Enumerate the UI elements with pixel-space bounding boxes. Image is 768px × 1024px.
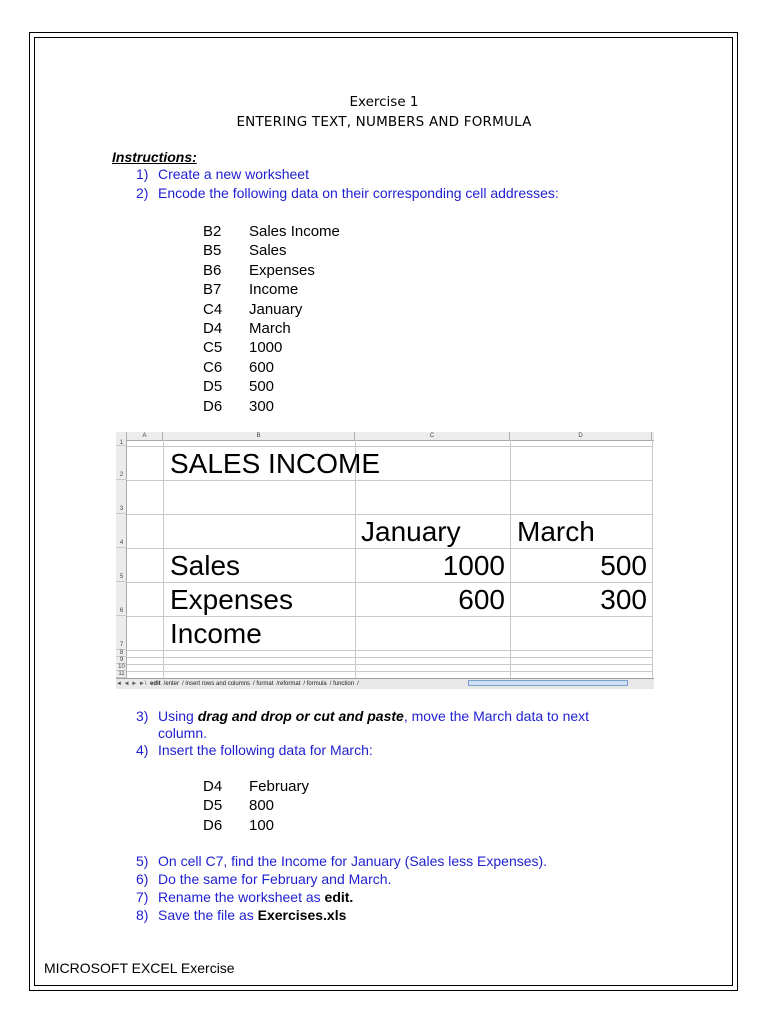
step-number: 3)	[136, 708, 149, 724]
cell-address: B7	[203, 281, 222, 299]
cell-b7: Income	[170, 618, 262, 649]
step-number: 6)	[136, 871, 149, 887]
cell-value: 100	[249, 816, 275, 834]
list-item	[203, 397, 340, 416]
page-footer: MICROSOFT EXCEL Exercise	[44, 960, 235, 976]
list-item	[203, 300, 340, 319]
list-item	[203, 777, 309, 796]
step-text: Encode the following data on their corresponding cell addresses:	[158, 185, 559, 201]
cell-d4: March	[517, 516, 595, 547]
sheet-tab-insert[interactable]: / insert rows and columns	[182, 681, 251, 687]
step-number: 1)	[136, 166, 149, 182]
step-text: Do the same for February and March.	[158, 871, 392, 887]
cell-address: C4	[203, 300, 223, 318]
step-bold-text: edit.	[324, 889, 354, 905]
cell-address: D5	[203, 797, 223, 815]
step-bold-text: drag and drop or cut and paste	[197, 708, 404, 724]
step-6	[136, 871, 391, 887]
cell-address: D6	[203, 816, 223, 834]
sheet-tab-reformat[interactable]: /reformat	[276, 681, 301, 687]
cell-address: D5	[203, 378, 223, 396]
cell-value: Sales Income	[249, 223, 340, 240]
step-number: 5)	[136, 853, 149, 869]
step-text: Rename the worksheet as	[158, 889, 325, 905]
row-header-bar	[116, 440, 127, 678]
horizontal-scrollbar[interactable]	[468, 680, 628, 686]
row-header: 7	[116, 616, 127, 650]
cell-value: Income	[249, 281, 299, 299]
cell-address: D4	[203, 320, 223, 338]
sheet-tab-edit[interactable]: edit	[150, 681, 161, 687]
column-header-b: B	[163, 432, 355, 440]
cell-c6: 600	[458, 584, 505, 615]
instructions-heading: Instructions:	[112, 149, 197, 165]
cell-value: February	[249, 778, 310, 795]
column-header-a: A	[127, 432, 163, 440]
cell-b5: Sales	[170, 550, 241, 581]
sheet-tab-formula[interactable]: / formula	[303, 681, 327, 687]
step-bold-text: Exercises.xls	[257, 907, 347, 923]
grid-line	[127, 616, 652, 617]
step-text: Using	[158, 708, 198, 724]
row-header: 2	[116, 446, 127, 480]
row-header: 6	[116, 582, 127, 616]
cell-value: 600	[249, 358, 275, 376]
grid-line	[127, 480, 652, 481]
row-header: 5	[116, 548, 127, 582]
step-1	[136, 166, 309, 182]
list-item	[203, 319, 340, 338]
cell-address: C6	[203, 358, 223, 376]
cell-value: 300	[249, 397, 275, 415]
cell-address: D6	[203, 397, 223, 415]
step-text: Save the file as	[158, 907, 258, 923]
list-item	[203, 280, 340, 299]
grid-line	[127, 650, 652, 651]
sheet-tab-format[interactable]: / format	[253, 681, 274, 687]
cell-value: 800	[249, 797, 275, 815]
grid-line	[127, 514, 652, 515]
cell-value: 1000	[249, 339, 283, 357]
list-item	[203, 796, 309, 815]
step-number: 7)	[136, 889, 149, 905]
cell-address: D4	[203, 778, 223, 795]
grid-line	[127, 548, 652, 549]
sheet-tab-end: /	[357, 681, 359, 687]
sheet-tab-function[interactable]: / function	[329, 681, 355, 687]
row-header: 10	[116, 664, 127, 671]
step-4	[136, 742, 373, 758]
step-text: Create a new worksheet	[158, 166, 309, 182]
cell-address: C5	[203, 339, 223, 357]
grid-line	[127, 582, 652, 583]
corner-cell	[116, 432, 127, 440]
cell-d6: 300	[600, 584, 647, 615]
step-2	[136, 185, 559, 201]
grid-line	[163, 440, 164, 678]
sheet-tab-enter[interactable]: /enter	[163, 681, 180, 687]
step-text: On cell C7, find the Income for January (Sales less Expenses).	[158, 853, 548, 869]
row-header: 1	[116, 440, 127, 446]
grid-line	[127, 664, 652, 665]
cell-c5: 1000	[442, 550, 505, 581]
list-item	[203, 222, 340, 241]
grid-line	[127, 446, 652, 447]
cell-b6: Expenses	[170, 584, 293, 615]
list-item	[203, 261, 340, 280]
cell-value: Sales	[249, 242, 287, 260]
cell-address: B5	[203, 242, 222, 260]
step-7	[136, 889, 353, 905]
grid-line	[127, 671, 652, 672]
step-5	[136, 853, 547, 869]
column-header-d: D	[510, 432, 652, 440]
exercise-title: Exercise 1	[349, 94, 419, 110]
row-header: 4	[116, 514, 127, 548]
cell-value: Expenses	[249, 261, 315, 279]
step-8	[136, 907, 346, 923]
grid-line	[652, 440, 653, 678]
list-item	[203, 358, 340, 377]
row-header: 8	[116, 650, 127, 657]
step-text: , move the March data to next	[403, 708, 590, 724]
list-item	[203, 377, 340, 396]
cell-value: January	[249, 300, 303, 318]
spreadsheet-screenshot	[116, 432, 654, 688]
step-text: Insert the following data for March:	[158, 742, 373, 758]
step-number: 4)	[136, 742, 149, 758]
cell-b2: SALES INCOME	[170, 448, 381, 479]
cell-value: March	[249, 320, 291, 338]
data-list-1	[203, 222, 340, 416]
step-number: 8)	[136, 907, 149, 923]
column-header-c: C	[355, 432, 510, 440]
grid-line	[127, 657, 652, 658]
column-header-bar	[116, 432, 654, 441]
exercise-subtitle: ENTERING TEXT, NUMBERS AND FORMULA	[236, 114, 532, 130]
sheet-nav-arrows[interactable]: ◄ ◄ ► ►\	[116, 681, 147, 687]
row-header: 3	[116, 480, 127, 514]
cell-value: 500	[249, 378, 275, 396]
cell-address: B6	[203, 261, 222, 279]
step-3	[136, 708, 589, 724]
list-item	[203, 816, 309, 835]
row-header: 11	[116, 671, 127, 678]
list-item	[203, 338, 340, 357]
cell-address: B2	[203, 223, 222, 240]
step-number: 2)	[136, 185, 149, 201]
data-list-2	[203, 777, 309, 835]
cell-d5: 500	[600, 550, 647, 581]
cell-c4: January	[361, 516, 461, 547]
list-item	[203, 241, 340, 260]
step-3-continuation: column.	[158, 725, 208, 741]
row-header: 9	[116, 657, 127, 664]
